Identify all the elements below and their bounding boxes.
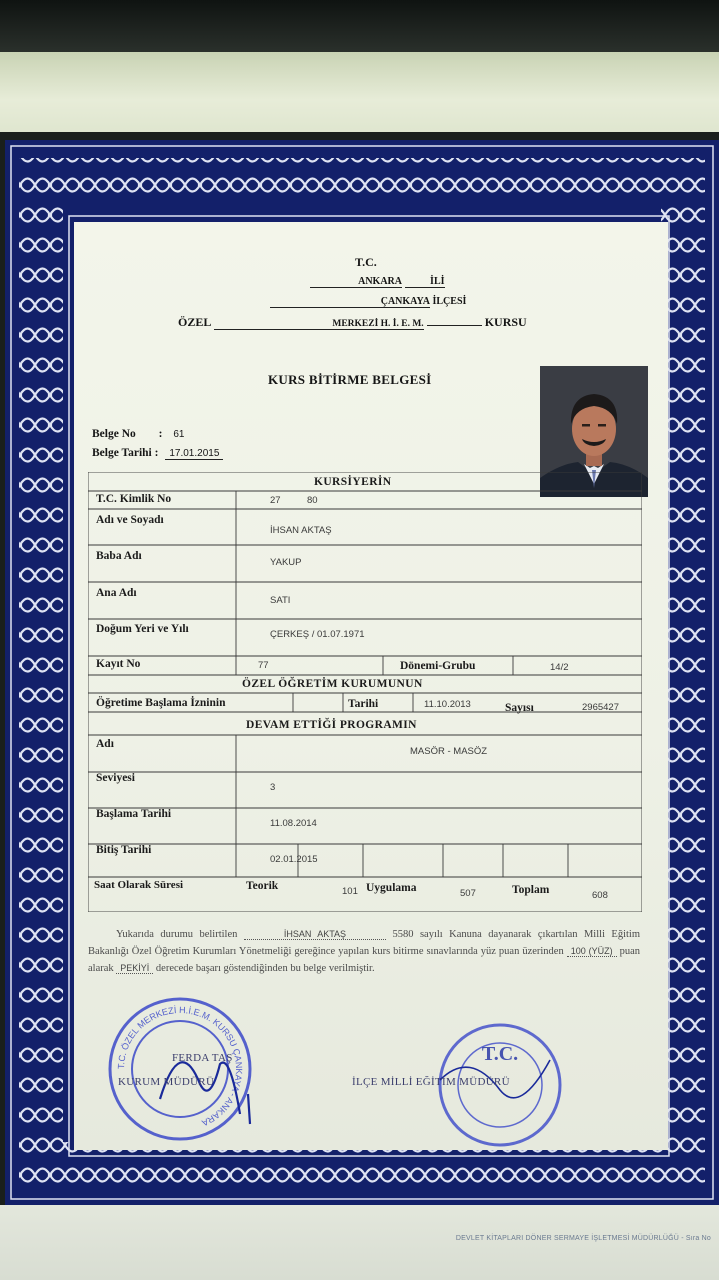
left-seal-stamp (100, 994, 260, 1144)
uygulama-value: 507 (460, 888, 476, 899)
seviye-label: Seviyesi (96, 772, 135, 784)
belge-no: Belge No : 61 (92, 428, 185, 440)
statement-part3: puan alarak (88, 946, 641, 974)
statement-score: 100 (YÜZ) (567, 946, 617, 957)
toplam-value: 608 (592, 890, 608, 901)
ana-adi-value: SATI (270, 595, 291, 606)
left-signer-title: KURUM MÜDÜRÜ (118, 1076, 215, 1088)
baslama-value: 11.08.2014 (270, 818, 317, 829)
baba-adi-label: Baba Adı (96, 550, 142, 562)
dogum-value: ÇERKEŞ / 01.07.1971 (270, 629, 365, 640)
bitis-value: 02.01.2015 (270, 854, 318, 865)
program-adi-label: Adı (96, 738, 114, 750)
baba-adi-value: YAKUP (270, 557, 302, 568)
izin-tarih-value: 11.10.2013 (424, 699, 471, 710)
kurs-suffix: KURSU (484, 315, 527, 329)
right-seal-text: T.C. (481, 1043, 519, 1065)
statement-part2: 5580 sayılı Kanuna dayanarak çıkartılan Milli Eğitim Bakanlığı Özel Öğretim Kurumları Yönetmeliği gereğince yapılan kurs bitirme sınavlarında yüz puan üzerinden (88, 929, 641, 957)
bitis-label: Bitiş Tarihi (96, 844, 152, 856)
screen-top-bezel (0, 0, 719, 52)
section-kursiyer: KURSİYERİN (314, 476, 392, 488)
teorik-label: Teorik (246, 880, 279, 892)
header-il (310, 276, 445, 288)
header-ilce (270, 296, 466, 308)
left-seal-text: T.C. ÖZEL MERKEZİ H.İ.E.M. KURSU ÇANKAYA - ANKARA (115, 1004, 245, 1129)
izin-sayi-value: 2965427 (582, 702, 619, 713)
left-signer-name: FERDA TAŞ (172, 1052, 233, 1064)
seviye-value: 3 (270, 782, 276, 793)
kayit-no-label: Kayıt No (96, 658, 141, 670)
header-kurum (178, 315, 527, 330)
izin-sayi-label: Sayısı (505, 702, 534, 714)
baslama-label: Başlama Tarihi (96, 808, 172, 820)
section-kurum: ÖZEL ÖĞRETİM KURUMUNUN (242, 678, 423, 690)
header-tc: T.C. (355, 255, 377, 269)
ilce-suffix: İLÇESİ (432, 296, 467, 307)
ad-soyad-value: İHSAN AKTAŞ (270, 525, 332, 536)
toplam-label: Toplam (512, 884, 550, 896)
il-suffix: İLİ (405, 276, 445, 288)
footer-printer-text: DEVLET KİTAPLARI DÖNER SERMAYE İŞLETMESİ MÜDÜRLÜĞÜ - Sıra No (455, 1235, 711, 1242)
section-program: DEVAM ETTİĞİ PROGRAMIN (246, 719, 417, 731)
ana-adi-label: Ana Adı (96, 587, 137, 599)
kurum-name: MERKEZİ H. İ. E. M. (214, 319, 424, 330)
ilce-name: ÇANKAYA (270, 296, 430, 308)
dogum-label: Doğum Yeri ve Yılı (96, 623, 189, 635)
izin-label: Öğretime Başlama İzninin (96, 697, 226, 709)
tc-kimlik-label: T.C. Kimlik No (96, 493, 172, 505)
sure-label: Saat Olarak Süresi (94, 879, 184, 891)
certificate-statement (88, 926, 640, 977)
kurum-underline (427, 325, 482, 326)
statement-part1: Yukarıda durumu belirtilen (116, 929, 238, 940)
il-name: ANKARA (310, 276, 402, 288)
belge-tarih-value: 17.01.2015 (165, 448, 223, 460)
belge-no-label: Belge No (92, 428, 136, 440)
document-title: KURS BİTİRME BELGESİ (268, 372, 432, 387)
statement-grade: PEKİYİ (116, 963, 153, 974)
tc-kimlik-value: 27 80 (270, 495, 318, 506)
program-adi-value: MASÖR - MASÖZ (410, 746, 488, 757)
kayit-no-value: 77 (258, 660, 269, 671)
ozel-prefix: ÖZEL (178, 315, 211, 329)
statement-name: İHSAN AKTAŞ (244, 929, 386, 940)
izin-tarih-label: Tarihi (348, 698, 379, 710)
teorik-value: 101 (342, 886, 358, 897)
statement-part4: derecede başarı göstendiğinden bu belge verilmiştir. (155, 963, 375, 974)
donem-label: Dönemi-Grubu (400, 660, 476, 672)
screen-glare (0, 52, 719, 132)
info-table-grid (88, 472, 642, 912)
belge-tarihi: Belge Tarihi : 17.01.2015 (92, 447, 223, 460)
ad-soyad-label: Adı ve Soyadı (96, 514, 164, 526)
donem-value: 14/2 (550, 662, 569, 673)
uygulama-label: Uygulama (366, 882, 417, 894)
belge-tarih-label: Belge Tarihi (92, 447, 152, 459)
screen-bottom-area (0, 1205, 719, 1280)
belge-no-value: 61 (173, 429, 185, 440)
right-signer-title: İLÇE MİLLİ EĞİTİM MÜDÜRÜ (352, 1076, 510, 1088)
